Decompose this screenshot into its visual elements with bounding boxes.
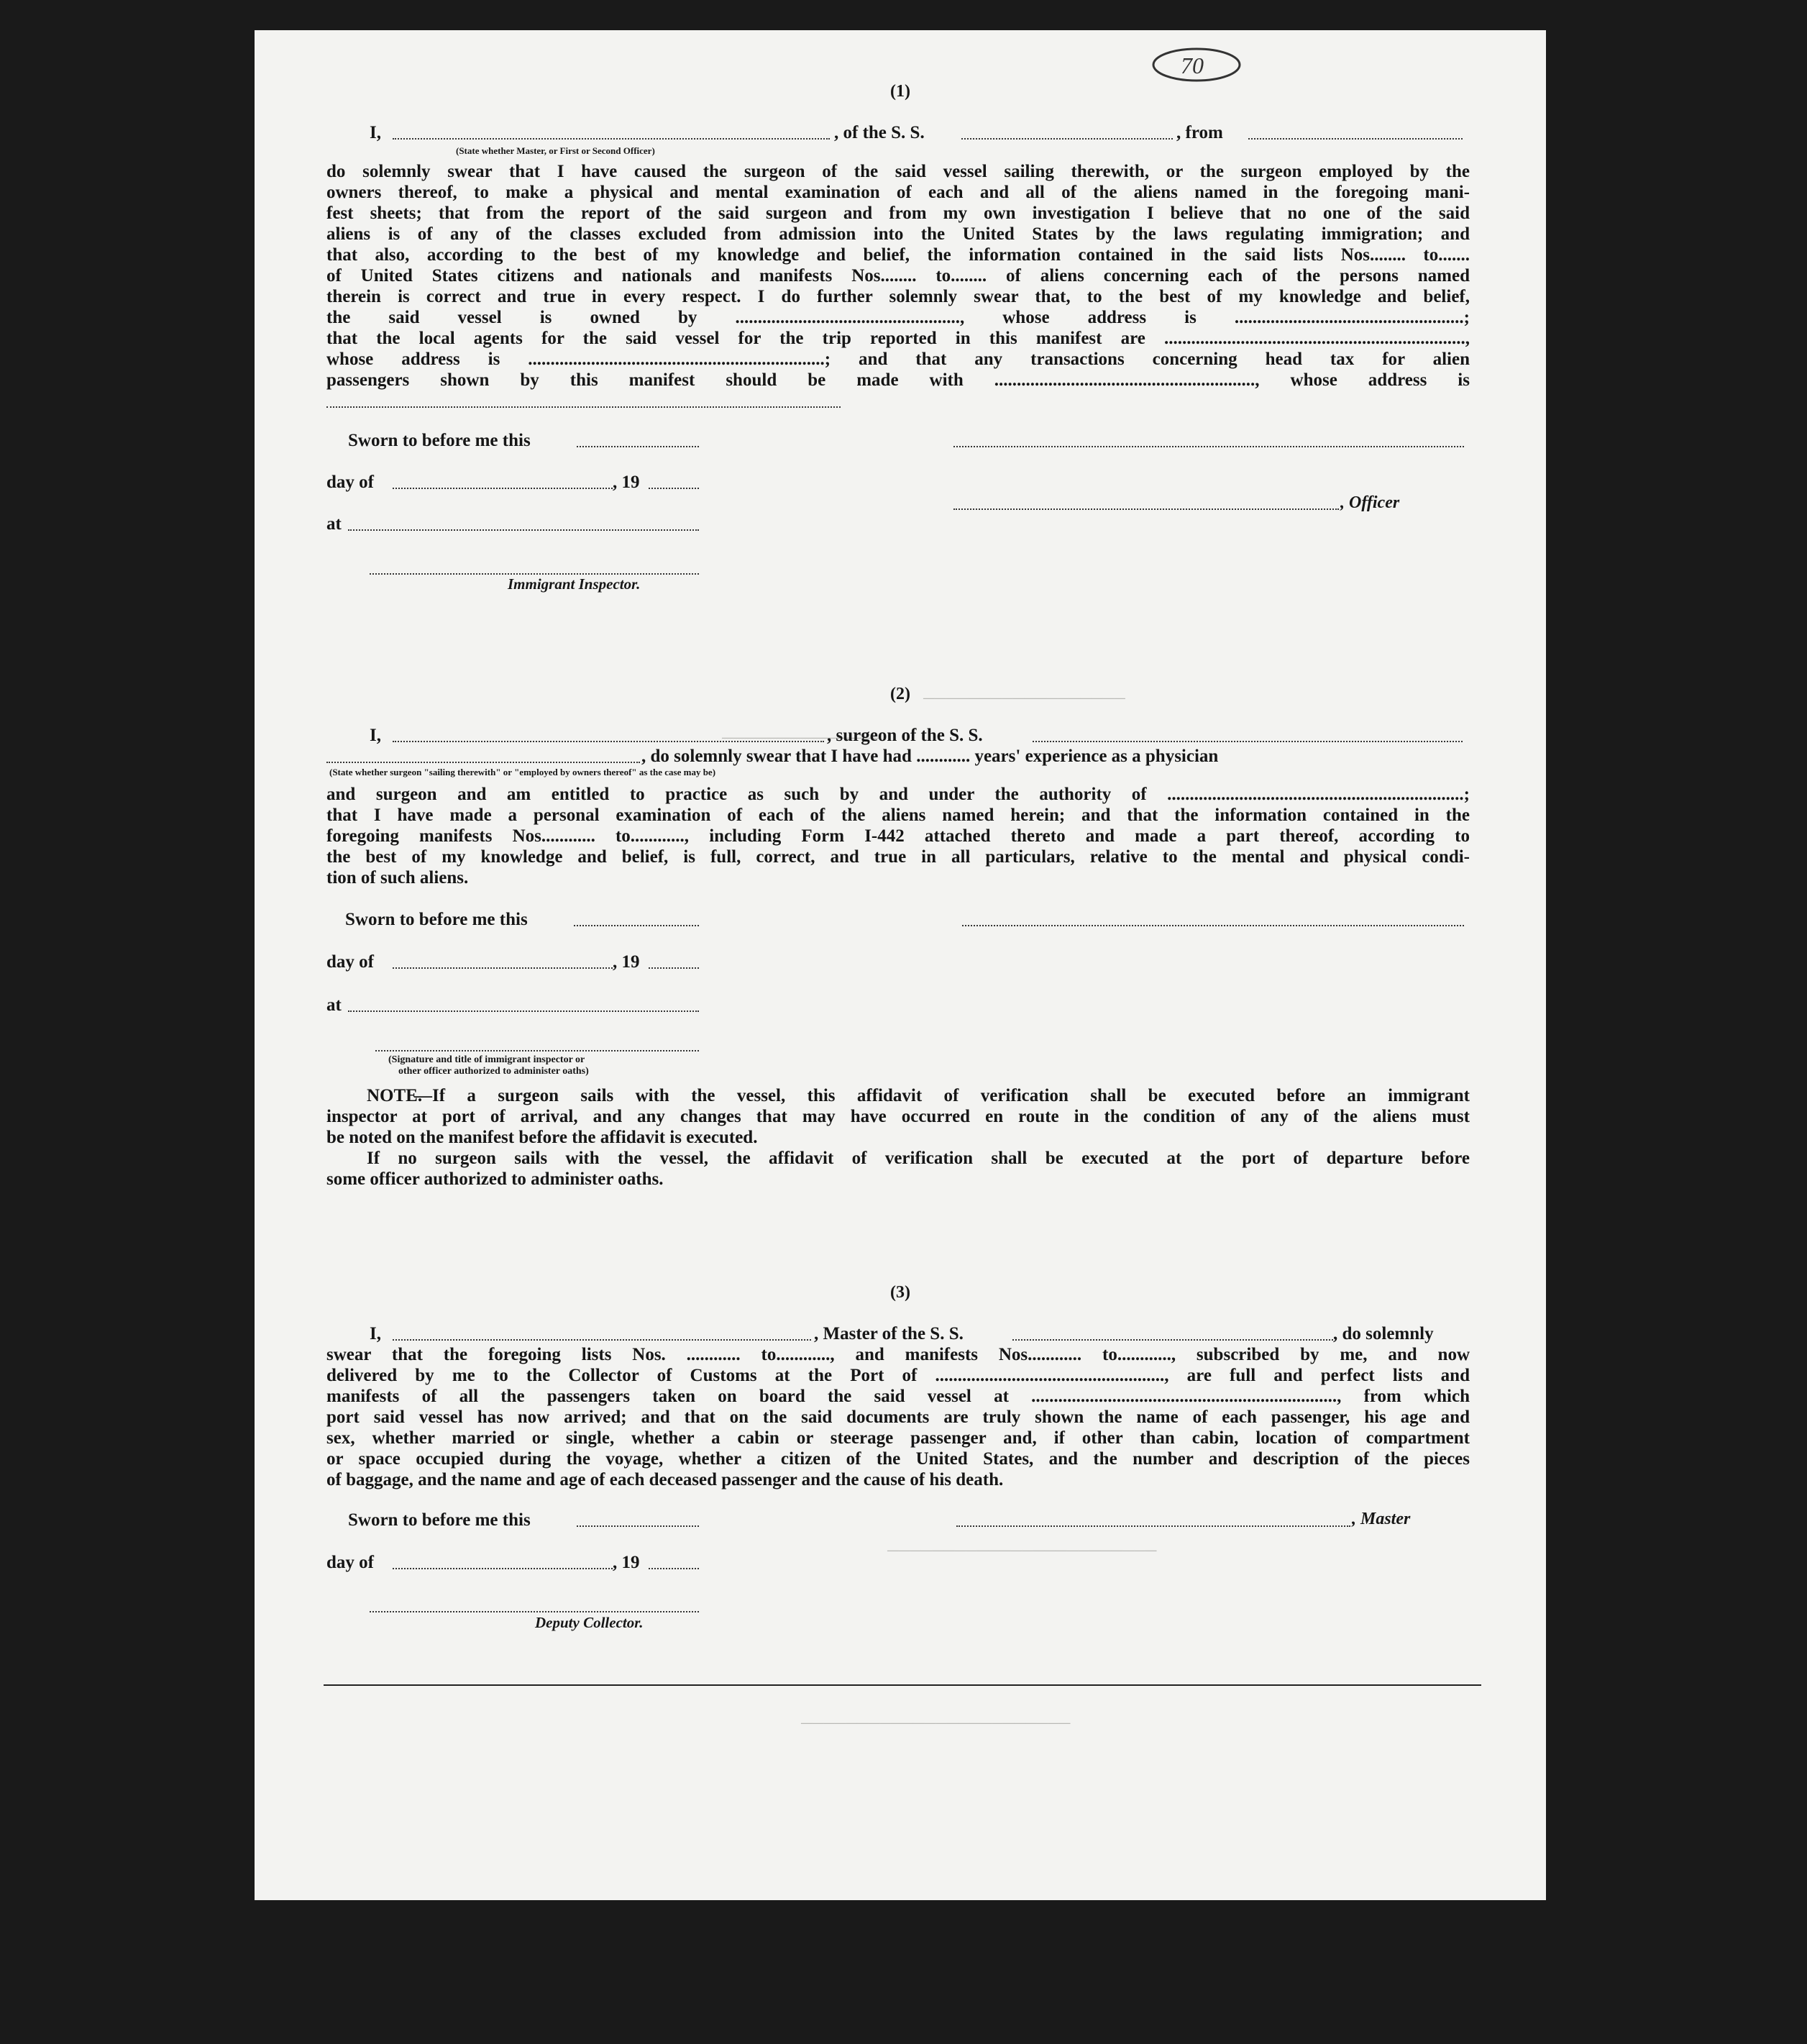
s1-line: of United States citizens and nationals and manifests Nos........ to........ of aliens concerning each of the persons named (326, 266, 1470, 286)
s1-address-blank[interactable] (326, 406, 841, 408)
s3-line: port said vessel has now arrived; and that on the said documents are truly shown the name of each passenger, his age and (326, 1407, 1470, 1427)
s3-master-signature-label: , Master (1352, 1510, 1411, 1528)
s1-sworn-blank[interactable] (577, 446, 699, 447)
s1-line: owners thereof, to make a physical and mental examination of each and all of the aliens named in the foregoing mani- (326, 183, 1470, 202)
s3-line: or space occupied during the voyage, whether a citizen of the United States, and the number and description of the pieces (326, 1449, 1470, 1469)
s1-line: do solemnly swear that I have caused the surgeon of the said vessel sailing therewith, or the surgeon employed by the (326, 162, 1470, 181)
s2-line-2: , do solemnly swear that I have had ............ years' experience as a physician (641, 747, 1219, 766)
s3-sworn-blank[interactable] (577, 1525, 699, 1527)
s3-ship-blank[interactable] (1012, 1339, 1333, 1341)
s1-officer-label: , Officer (1340, 493, 1400, 512)
s2-note-label: NOTE. (367, 1086, 423, 1105)
section-2-number: (2) (890, 685, 910, 703)
s3-line: of baggage, and the name and age of each deceased passenger and the cause of his death. (326, 1470, 1004, 1489)
s2-line: the best of my knowledge and belief, is full, correct, and true in all particulars, relative to the mental and physical condi- (326, 847, 1470, 867)
svg-text:70: 70 (1181, 53, 1204, 78)
page-number-mark (1146, 45, 1247, 88)
s3-day-label: day of (326, 1553, 374, 1572)
s2-i-label: I, (370, 726, 381, 745)
s2-capacity-note: (State whether surgeon "sailing therewith" or "employed by owners thereof" as the case may be) (329, 767, 716, 777)
s2-capacity-blank[interactable] (326, 762, 640, 763)
s2-line: that I have made a personal examination of each of the aliens named herein; and that the information contained in the (326, 806, 1470, 825)
s2-year-blank[interactable] (649, 967, 699, 969)
s2-sig-note-2: other officer authorized to administer oaths) (398, 1066, 589, 1077)
s1-rank-blank[interactable] (393, 138, 830, 140)
s1-line: that the local agents for the said vessel for the trip reported in this manifest are ..................................................................., (326, 329, 1470, 348)
bleed-through: ________________________ (801, 1706, 1071, 1728)
s1-at-label: at (326, 514, 342, 534)
s2-year-label: , 19 (613, 952, 640, 972)
s1-line: whose address is ..................................................................; and that any transactions concerning head tax for alien (326, 350, 1470, 369)
s2-line: tion of such aliens. (326, 868, 469, 888)
s1-ss-label: , of the S. S. (834, 123, 925, 142)
s2-note-line: inspector at port of arrival, and any changes that may have occurred en route in the condition of any of the aliens must (326, 1107, 1470, 1126)
s3-line: delivered by me to the Collector of Customs at the Port of ..................................................., are full and perfect lists and (326, 1366, 1470, 1385)
s2-note-line: be noted on the manifest before the affidavit is executed. (326, 1128, 758, 1147)
s2-day-label: day of (326, 952, 374, 972)
bleed-through: ______________ (722, 721, 879, 742)
s3-line: swear that the foregoing lists Nos. ............ to............, and manifests Nos............ to............, subscribed by me, and now (326, 1345, 1470, 1364)
s1-day-blank[interactable] (393, 488, 613, 489)
s2-line: foregoing manifests Nos............ to............, including Form I-442 attached thereto and made a part thereof, according to (326, 826, 1470, 846)
s1-rank-note: (State whether Master, or First or Second Officer) (456, 145, 655, 156)
s2-sworn-blank[interactable] (574, 925, 699, 926)
s2-note-line: some officer authorized to administer oaths. (326, 1169, 664, 1189)
s1-year-label: , 19 (613, 473, 640, 492)
s3-solemnly-label: , do solemnly (1333, 1324, 1434, 1343)
bottom-rule (324, 1684, 1481, 1686)
section-3-number: (3) (890, 1283, 910, 1302)
s3-line: sex, whether married or single, whether a cabin or steerage passenger and, if other than cabin, location of compartment (326, 1428, 1470, 1448)
s3-year-blank[interactable] (649, 1568, 699, 1569)
s3-day-blank[interactable] (393, 1568, 613, 1569)
s3-sworn-label: Sworn to before me this (348, 1510, 531, 1530)
s1-sworn-label: Sworn to before me this (348, 431, 531, 450)
manifest-page (255, 30, 1546, 1900)
bleed-through: __________________ (923, 681, 1125, 703)
s1-from-label: , from (1176, 123, 1223, 142)
s1-officer-line[interactable] (953, 508, 1339, 510)
s3-master-label: , Master of the S. S. (814, 1324, 964, 1343)
s3-i-label: I, (370, 1324, 381, 1343)
s2-note-line: —If a surgeon sails with the vessel, this affidavit of verification shall be executed before an immigrant (414, 1086, 1470, 1105)
s3-year-label: , 19 (613, 1553, 640, 1572)
s1-inspector-line[interactable] (370, 573, 699, 575)
bleed-through: ________________________ (887, 1533, 1157, 1555)
s3-name-blank[interactable] (393, 1339, 811, 1341)
s1-ship-blank[interactable] (961, 138, 1173, 140)
s2-line: and surgeon and am entitled to practice as such by and under the authority of ..................................................................; (326, 785, 1470, 804)
s2-at-label: at (326, 995, 342, 1015)
s1-i-label: I, (370, 123, 381, 142)
s2-day-blank[interactable] (393, 967, 613, 969)
s2-ship-blank[interactable] (1033, 741, 1463, 742)
s1-signature-line[interactable] (953, 446, 1464, 447)
s1-line: therein is correct and true in every respect. I do further solemnly swear that, to the best of my knowledge and belief, (326, 287, 1470, 306)
s2-at-blank[interactable] (348, 1010, 699, 1012)
s1-line: aliens is of any of the classes excluded from admission into the United States by the laws regulating immigration; and (326, 224, 1470, 244)
s2-note-line: If no surgeon sails with the vessel, the affidavit of verification shall be executed at the port of departure before (367, 1149, 1470, 1168)
section-1-number: (1) (890, 82, 910, 101)
s3-master-line[interactable] (956, 1525, 1350, 1527)
s2-sworn-label: Sworn to before me this (345, 910, 528, 929)
s2-surgeon-label: , surgeon of the S. S. (827, 726, 983, 745)
s1-at-blank[interactable] (348, 529, 699, 531)
s3-collector-line[interactable] (370, 1611, 699, 1612)
s1-year-blank[interactable] (649, 488, 699, 489)
s1-line: fest sheets; that from the report of the said surgeon and from my own investigation I believe that no one of the said (326, 204, 1470, 223)
s1-line: the said vessel is owned by .................................................., whose address is ...................................................; (326, 308, 1470, 327)
s1-from-blank[interactable] (1248, 138, 1463, 140)
s2-inspector-line[interactable] (375, 1050, 699, 1051)
s1-line: passengers shown by this manifest should be made with .........................................................., whose address is (326, 370, 1470, 390)
s1-line: that also, according to the best of my knowledge and belief, the information contained in the said lists Nos........ to....... (326, 245, 1470, 265)
s2-signature-line[interactable] (962, 925, 1464, 926)
s3-line: manifests of all the passengers taken on board the said vessel at ...................................................................., from which (326, 1387, 1470, 1406)
s3-deputy-label: Deputy Collector. (535, 1614, 644, 1631)
s2-sig-note-1: (Signature and title of immigrant inspector or (388, 1054, 585, 1065)
s1-day-label: day of (326, 473, 374, 492)
s2-name-blank[interactable] (393, 741, 824, 742)
s1-inspector-label: Immigrant Inspector. (508, 575, 641, 593)
